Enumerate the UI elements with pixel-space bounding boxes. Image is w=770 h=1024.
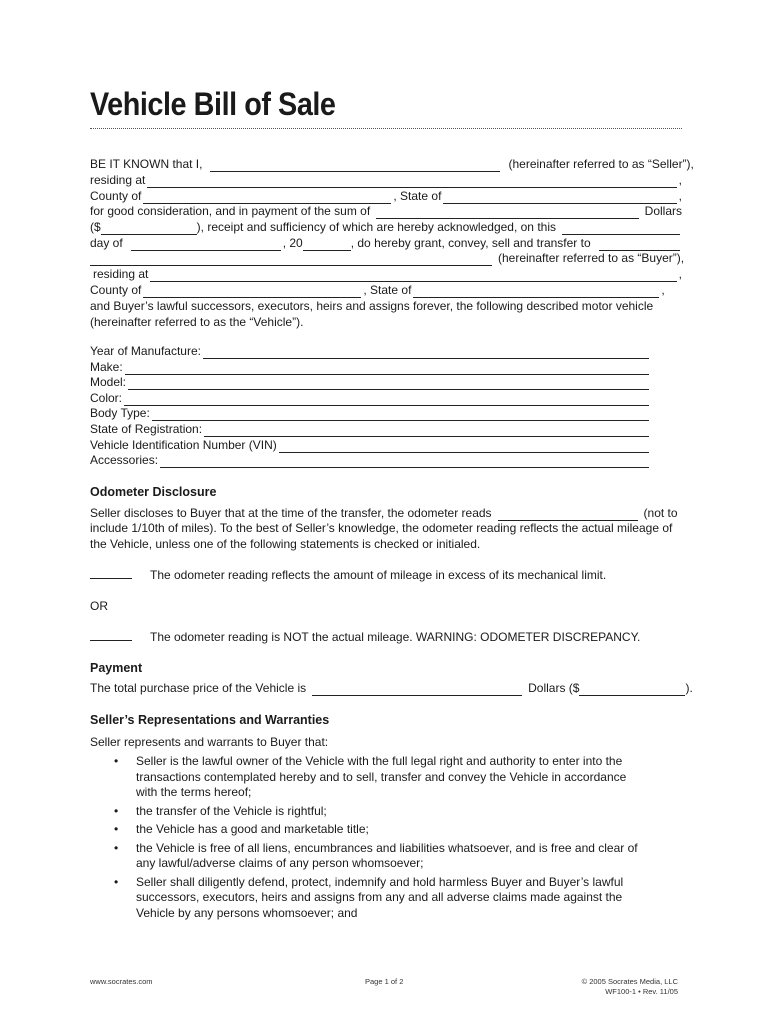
warranty-item-text: Seller shall diligently defend, protect, indemnify and hold harmless Buyer and Buyer’s lawful successors, executors, heirs and assigns from any and all adverse claims made against the Vehicle by any persons whomsoever; and — [136, 874, 624, 920]
bullet-icon: • — [114, 874, 119, 889]
warranties-list — [90, 754, 650, 924]
bullet-icon: • — [114, 840, 119, 855]
buyer-address-field[interactable] — [150, 270, 676, 282]
odometer-heading: Odometer Disclosure — [90, 485, 217, 499]
vehicle-field-row — [90, 360, 651, 375]
intro-closing-text: and Buyer’s lawful successors, executors, heirs and assigns forever, the following described motor vehicle (hereinafter referred to as the “Vehicle”). — [90, 299, 654, 329]
page-title: Vehicle Bill of Sale — [90, 86, 336, 122]
buyer-state-field[interactable] — [413, 286, 659, 298]
vehicle-field-input[interactable] — [128, 378, 649, 390]
buyer-name-field-2[interactable] — [90, 254, 492, 266]
seller-address-line: residing at , — [90, 173, 682, 187]
sum-words-field[interactable] — [376, 207, 638, 219]
bullet-icon: • — [114, 822, 119, 836]
vehicle-field-label: Body Type: — [90, 406, 150, 421]
warranty-item — [90, 754, 650, 801]
odometer-option1-initial-field[interactable] — [90, 578, 132, 579]
date-transfer-line: day of , 20 , do hereby grant, convey, sell and transfer to — [90, 236, 682, 251]
warranty-item — [90, 822, 650, 838]
odometer-option2-text: The odometer reading is NOT the actual mileage. WARNING: ODOMETER DISCREPANCY. — [150, 630, 641, 644]
vehicle-field-label: Make: — [90, 359, 123, 374]
seller-name-line: BE IT KNOWN that I, (hereinafter referred to as “Seller”), — [90, 157, 694, 171]
footer-copyright: © 2005 Socrates Media, LLC WF100-1 • Rev. 11/05 — [581, 977, 678, 996]
vehicle-field-input[interactable] — [279, 441, 649, 453]
odometer-or-text: OR — [90, 599, 108, 613]
seller-county-field[interactable] — [143, 192, 391, 204]
buyer-name-field-1[interactable] — [599, 239, 680, 251]
buyer-address-line: residing at , — [93, 267, 682, 281]
vehicle-field-input[interactable] — [204, 425, 649, 437]
warranties-intro: Seller represents and warrants to Buyer that: — [90, 735, 329, 749]
vehicle-field-input[interactable] — [160, 456, 649, 468]
odometer-option2-initial-field[interactable] — [90, 640, 132, 641]
vehicle-field-row — [90, 438, 651, 453]
vehicle-field-row — [90, 391, 651, 406]
vehicle-field-input[interactable] — [152, 409, 649, 421]
vehicle-field-label: Year of Manufacture: — [90, 344, 201, 358]
buyer-county-field[interactable] — [143, 286, 361, 298]
month-field[interactable] — [131, 239, 281, 251]
footer-page-number: Page 1 of 2 — [365, 977, 404, 986]
payment-sum-line: for good consideration, and in payment of the sum of Dollars — [90, 204, 682, 218]
warranty-item-text: Seller is the lawful owner of the Vehicle with the full legal right and authority to enter into the transactions contemplated hereby and to sell, transfer and convey the Vehicle in accordance with the terms hereof; — [136, 754, 627, 799]
payment-line: The total purchase price of the Vehicle is Dollars ($ ). — [90, 681, 693, 695]
sum-amount-field[interactable] — [101, 223, 197, 235]
vehicle-field-row — [90, 344, 651, 359]
vehicle-field-label: Model: — [90, 375, 127, 390]
warranty-item-text: the transfer of the Vehicle is rightful; — [136, 803, 327, 818]
warranty-item — [90, 875, 650, 922]
bullet-icon: • — [114, 754, 119, 768]
seller-state-field[interactable] — [443, 192, 676, 204]
vehicle-field-row — [90, 375, 651, 390]
vehicle-field-label: Accessories: — [90, 453, 159, 468]
vehicle-field-label: Color: — [90, 390, 123, 405]
odometer-reading-line: Seller discloses to Buyer that at the time of the transfer, the odometer reads (not to — [90, 506, 678, 520]
odometer-option1-text: The odometer reading reflects the amount of mileage in excess of its mechanical limit. — [150, 568, 607, 582]
payment-heading: Payment — [90, 661, 143, 675]
vehicle-field-label: Vehicle Identification Number (VIN) — [90, 437, 277, 452]
odometer-text: include 1/10th of miles). To the best of Seller’s knowledge, the odometer reading reflects the actual mileage of the Vehicle, unless one of the following statements is checked or initialed. — [90, 521, 673, 551]
vehicle-field-input[interactable] — [125, 363, 649, 375]
buyer-name-line: (hereinafter referred to as “Buyer”), — [90, 251, 682, 266]
warranties-heading: Seller’s Representations and Warranties — [90, 713, 330, 727]
day-field[interactable] — [562, 223, 680, 235]
warranty-item — [90, 841, 650, 872]
vehicle-field-label: State of Registration: — [90, 422, 203, 436]
buyer-county-state-line: County of , State of , — [90, 283, 665, 297]
footer-website: www.socrates.com — [90, 977, 153, 986]
vehicle-field-input[interactable] — [124, 394, 649, 406]
vehicle-field-row — [90, 422, 651, 437]
vehicle-field-input[interactable] — [203, 347, 649, 359]
warranty-item-text: the Vehicle has a good and marketable title; — [136, 822, 369, 836]
receipt-line: ($ ), receipt and sufficiency of which are hereby acknowledged, on this — [90, 220, 682, 235]
purchase-price-amount-field[interactable] — [579, 684, 685, 696]
vehicle-field-row — [90, 406, 651, 421]
seller-county-state-line: County of , State of , — [90, 189, 682, 203]
warranty-item-text: the Vehicle is free of all liens, encumbrances and liabilities whatsoever, and is free and clear of any lawful/adverse claims of any person whomsoever; — [136, 840, 638, 870]
year-field[interactable] — [303, 239, 351, 251]
vehicle-field-row — [90, 453, 651, 468]
seller-name-field[interactable] — [210, 160, 500, 172]
warranty-item — [90, 804, 650, 820]
bullet-icon: • — [114, 803, 119, 818]
seller-address-field[interactable] — [147, 176, 676, 188]
title-dotted-divider — [90, 128, 682, 129]
purchase-price-words-field[interactable] — [312, 684, 522, 696]
